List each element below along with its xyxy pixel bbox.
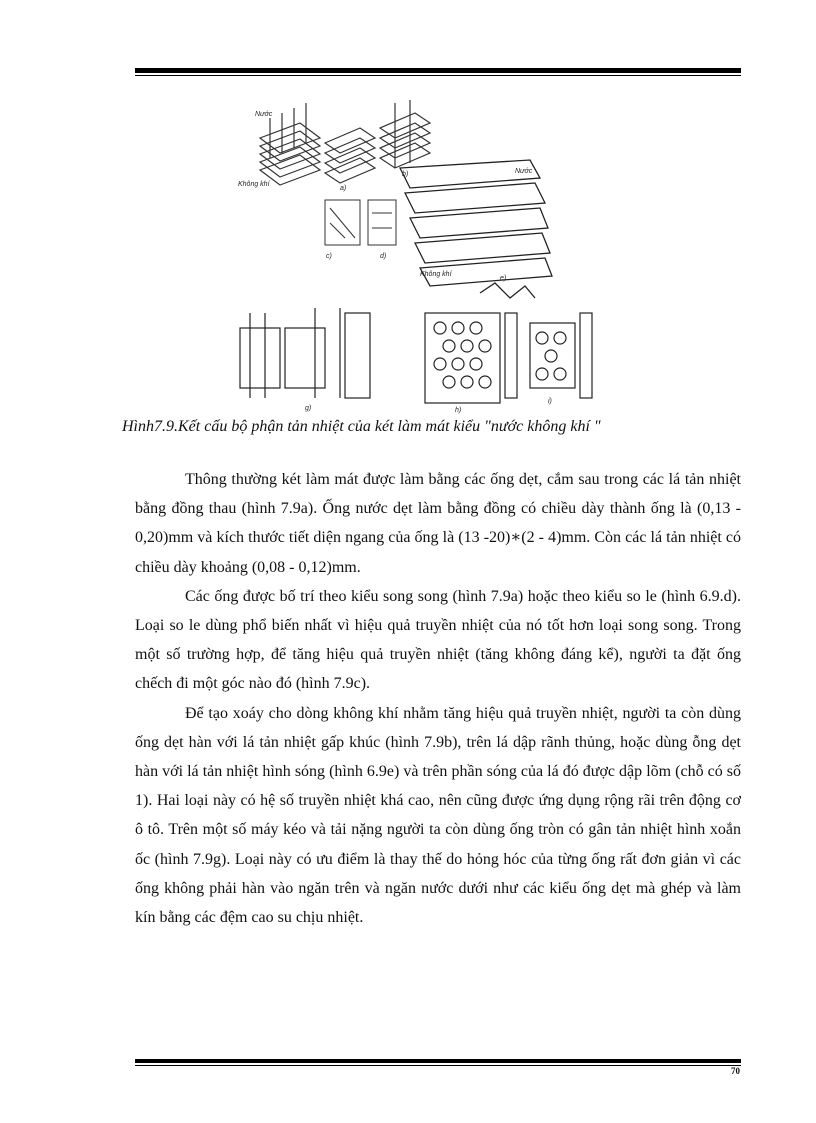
figure-h [425, 313, 517, 403]
label-d: d) [380, 253, 387, 260]
label-nuoc-e: Nước [515, 168, 533, 175]
header-rule [135, 68, 741, 73]
radiator-figure [230, 98, 610, 416]
body-text [135, 465, 741, 932]
label-e: e) [500, 275, 507, 282]
figure-c [325, 200, 360, 245]
figure-b [380, 100, 430, 168]
paragraph: Thông thường két làm mát được làm bằng các ống dẹt, cắm sau trong các lá tản nhiệt bằng đồng thau (hình 7.9a). Ống nước dẹt làm bằng đồng có chiều dày thành ống là (0,13 - 0,20)mm và kích thước tiết diện ngang của ống là (13 -20)∗(2 - 4)mm. Còn các lá tản nhiệt có chiều dày khoảng (0,08 - 0,12)mm. [135, 471, 741, 576]
label-a: a) [340, 185, 347, 192]
paragraph: Các ống được bố trí theo kiểu song song (hình 7.9a) hoặc theo kiểu so le (hình 6.9.d). Loại so le dùng phổ biến nhất vì hiệu quả truyền nhiệt của nó tốt hơn loại song song. Trong một số trường hợp, để tăng hiệu quả truyền nhiệt (tăng không đáng kể), người ta đặt ống chếch đi một góc nào đó (hình 7.9c). [135, 587, 741, 693]
label-khong-khi-e: Không khí [420, 271, 452, 278]
paragraph: Để tạo xoáy cho dòng không khí nhằm tăng hiệu quả truyền nhiệt, người ta còn dùng ống dẹt hàn với lá tản nhiệt gấp khúc (hình 7.9b), trên lá dập rãnh thủng, hoặc dùng ỗng dẹt hàn với lá tản nhiệt hình sóng (hình 6.9e) và trên phần sóng của lá đó được dập lõm (chỗ có số 1). Hai loại này có hệ số truyền nhiệt khá cao, nên cũng được ứng dụng rộng rãi trên động cơ ô tô. Trên một số máy kéo và tải nặng người ta còn dùng ống tròn có gân tản nhiệt hình xoắn ốc (hình 7.9g). Loại này có ưu điểm là thay thế do hỏng hóc của từng ống rất đơn giản vì các ống không phải hàn vào ngăn trên và ngăn nước dưới như các kiểu ống dẹt mà ghép và làm kín bằng các đệm cao su chịu nhiệt. [135, 704, 741, 927]
label-g: g) [305, 405, 312, 412]
footer-rule [135, 1059, 741, 1063]
figure-caption: Hình7.9.Kết cấu bộ phận tản nhiệt của két làm mát kiểu "nước không khí " [122, 418, 601, 435]
label-b: b) [402, 171, 409, 178]
label-i: i) [548, 398, 552, 405]
label-nuoc-a: Nước [255, 111, 273, 118]
figure-d [368, 200, 396, 245]
label-h: h) [455, 407, 462, 414]
figure-g [240, 308, 370, 398]
label-c: c) [326, 253, 332, 260]
figure-a2 [325, 128, 375, 183]
figure-i [530, 313, 592, 398]
page-number: 70 [731, 1066, 740, 1076]
header-rule-thin [135, 75, 741, 76]
footer-rule-thin [135, 1065, 741, 1066]
label-khong-khi-a: Không khí [238, 181, 270, 188]
